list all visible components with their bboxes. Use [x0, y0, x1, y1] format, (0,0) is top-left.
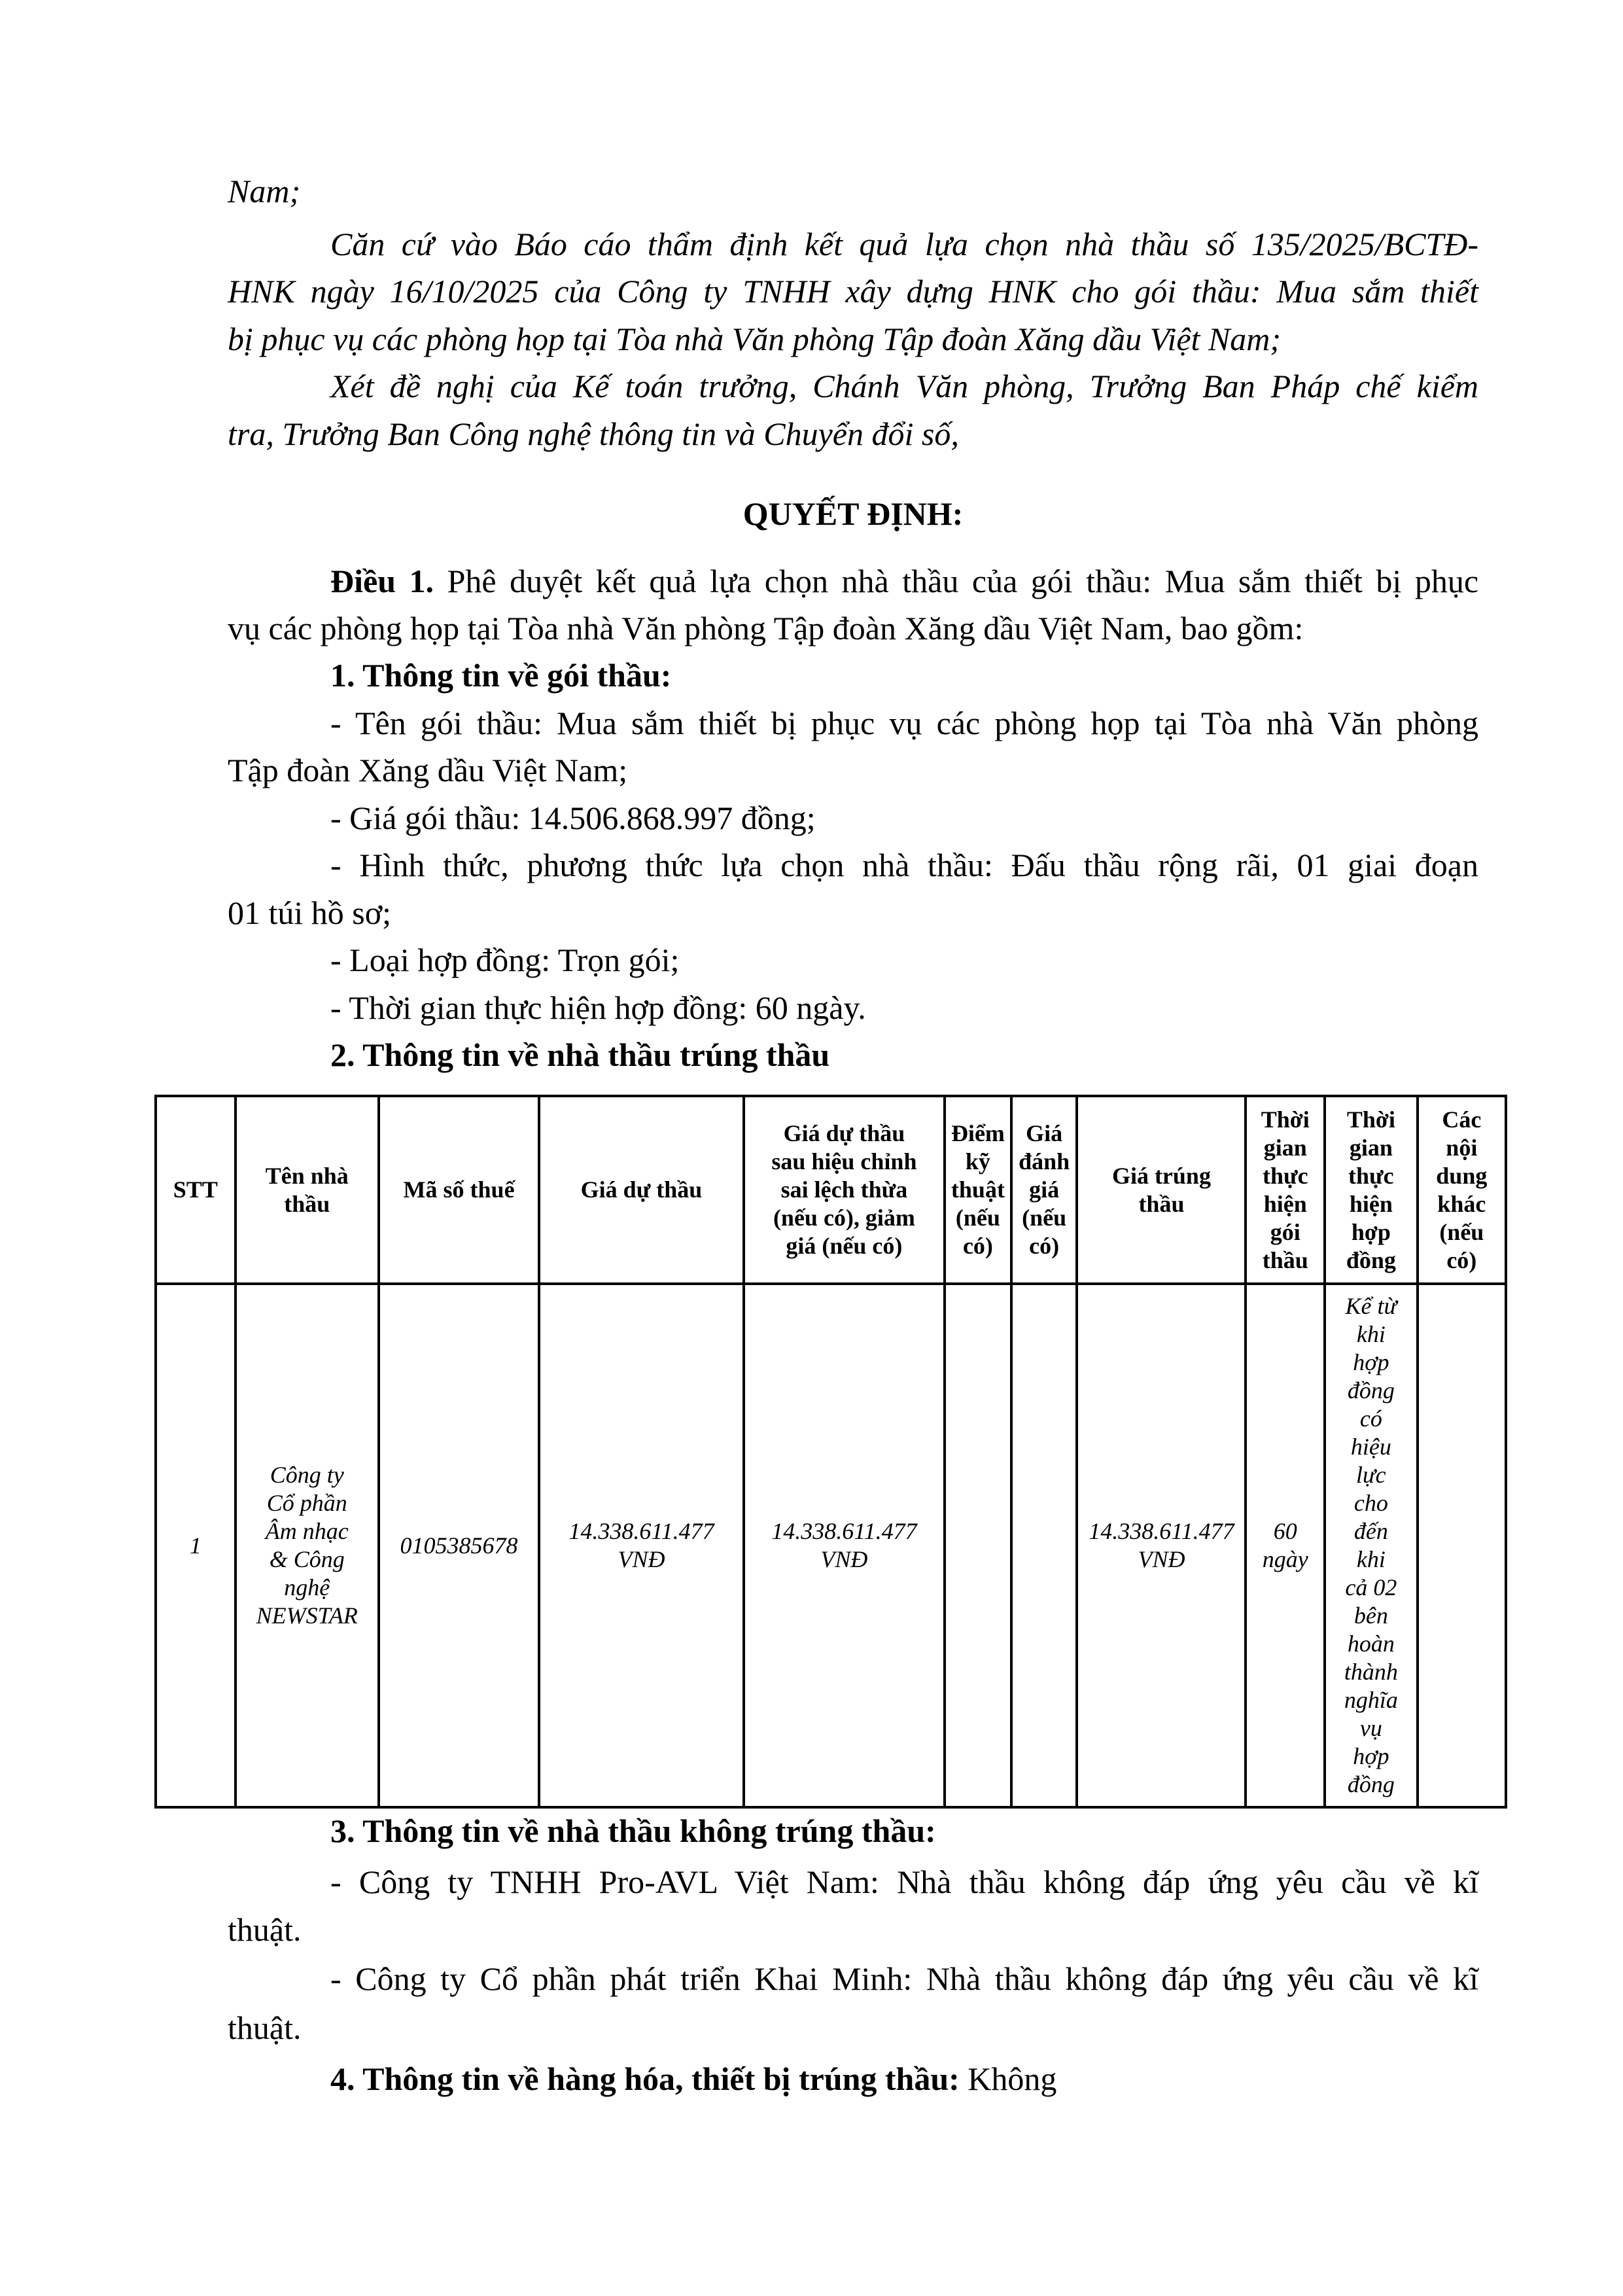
cell-stt: 1	[156, 1284, 236, 1807]
article-1-text: Phê duyệt kết quả lựa chọn nhà thầu của gói thầu: Mua sắm thiết bị phục	[447, 563, 1479, 599]
section-3-heading: 3. Thông tin về nhà thầu không trúng thầu:	[330, 1812, 936, 1849]
cell-contractor: Công ty Cổ phần Âm nhạc & Công nghệ NEWSTAR	[236, 1284, 379, 1807]
column-header-adjusted-price: Giá dự thầu sau hiệu chỉnh sai lệch thừa (nếu có), giảm giá (nếu có)	[744, 1096, 945, 1284]
column-header-package-duration: Thời gian thực hiện gói thầu	[1246, 1096, 1325, 1284]
section-1-heading: 1. Thông tin về gói thầu:	[330, 657, 672, 694]
table-row	[156, 1284, 1506, 1807]
cell-bid-price: 14.338.611.477 VNĐ	[539, 1284, 744, 1807]
cell-adjusted-price: 14.338.611.477 VNĐ	[744, 1284, 945, 1807]
basis-report-line: bị phục vụ các phòng họp tại Tòa nhà Văn phòng Tập đoàn Xăng dầu Việt Nam;	[228, 321, 1282, 357]
cell-evaluated-price	[1011, 1284, 1077, 1807]
proposal-line: Xét đề nghị của Kế toán trưởng, Chánh Văn phòng, Trưởng Ban Pháp chế kiểm	[330, 368, 1478, 404]
table-header-row	[156, 1096, 1506, 1284]
contract-type: - Loại hợp đồng: Trọn gói;	[330, 942, 680, 978]
winning-contractor-table	[154, 1095, 1507, 1809]
cell-other	[1418, 1284, 1506, 1807]
column-header-bid-price: Giá dự thầu	[539, 1096, 744, 1284]
selection-method-line: 01 túi hồ sơ;	[228, 894, 392, 931]
section-4-value: Không	[968, 2060, 1057, 2097]
cell-tax-code: 0105385678	[379, 1284, 539, 1807]
package-name-line: Tập đoàn Xăng dầu Việt Nam;	[228, 752, 628, 788]
article-1-line: vụ các phòng họp tại Tòa nhà Văn phòng Tập đoàn Xăng dầu Việt Nam, bao gồm:	[228, 610, 1304, 646]
losing-contractor-line: thuật.	[228, 2009, 302, 2046]
column-header-tax-code: Mã số thuế	[379, 1096, 539, 1284]
cell-package-duration: 60 ngày	[1246, 1284, 1325, 1807]
decision-title: QUYẾT ĐỊNH:	[742, 495, 964, 532]
losing-contractor-line: - Công ty Cổ phần phát triển Khai Minh: Nhà thầu không đáp ứng yêu cầu về kĩ	[330, 1960, 1478, 1997]
losing-contractor-line: thuật.	[228, 1911, 302, 1948]
selection-method-line: - Hình thức, phương thức lựa chọn nhà thầu: Đấu thầu rộng rãi, 01 giai đoạn	[330, 847, 1478, 883]
section-2-heading: 2. Thông tin về nhà thầu trúng thầu	[330, 1036, 830, 1073]
basis-report-line: Căn cứ vào Báo cáo thẩm định kết quả lựa chọn nhà thầu số 135/2025/BCTĐ-	[330, 226, 1478, 262]
article-1-line	[330, 561, 1478, 601]
section-4-line	[330, 2059, 1478, 2098]
column-header-evaluated-price: Giá đánh giá (nếu có)	[1011, 1096, 1077, 1284]
basis-report-line: HNK ngày 16/10/2025 của Công ty TNHH xây dựng HNK cho gói thầu: Mua sắm thiết	[228, 273, 1478, 309]
losing-contractor-line: - Công ty TNHH Pro-AVL Việt Nam: Nhà thầu không đáp ứng yêu cầu về kĩ	[330, 1863, 1478, 1900]
column-header-contract-duration: Thời gian thực hiện hợp đồng	[1325, 1096, 1418, 1284]
contract-duration: - Thời gian thực hiện hợp đồng: 60 ngày.	[330, 989, 866, 1026]
article-1-label: Điều 1.	[330, 563, 434, 599]
column-header-stt: STT	[156, 1096, 236, 1284]
proposal-line: tra, Trưởng Ban Công nghệ thông tin và Chuyển đổi số,	[228, 415, 959, 452]
column-header-technical-score: Điểm kỹ thuật (nếu có)	[945, 1096, 1011, 1284]
cell-contract-duration: Kể từ khi hợp đồng có hiệu lực cho đến khi cả 02 bên hoàn thành nghĩa vụ hợp đồng	[1325, 1284, 1418, 1807]
package-price: - Giá gói thầu: 14.506.868.997 đồng;	[330, 800, 816, 836]
cell-winning-price: 14.338.611.477 VNĐ	[1077, 1284, 1246, 1807]
preamble-line: Nam;	[228, 173, 301, 209]
column-header-other: Các nội dung khác (nếu có)	[1418, 1096, 1506, 1284]
cell-technical-score	[945, 1284, 1011, 1807]
column-header-winning-price: Giá trúng thầu	[1077, 1096, 1246, 1284]
section-4-heading: 4. Thông tin về hàng hóa, thiết bị trúng thầu:	[330, 2060, 960, 2097]
package-name-line: - Tên gói thầu: Mua sắm thiết bị phục vụ các phòng họp tại Tòa nhà Văn phòng	[330, 705, 1478, 741]
column-header-contractor: Tên nhà thầu	[236, 1096, 379, 1284]
